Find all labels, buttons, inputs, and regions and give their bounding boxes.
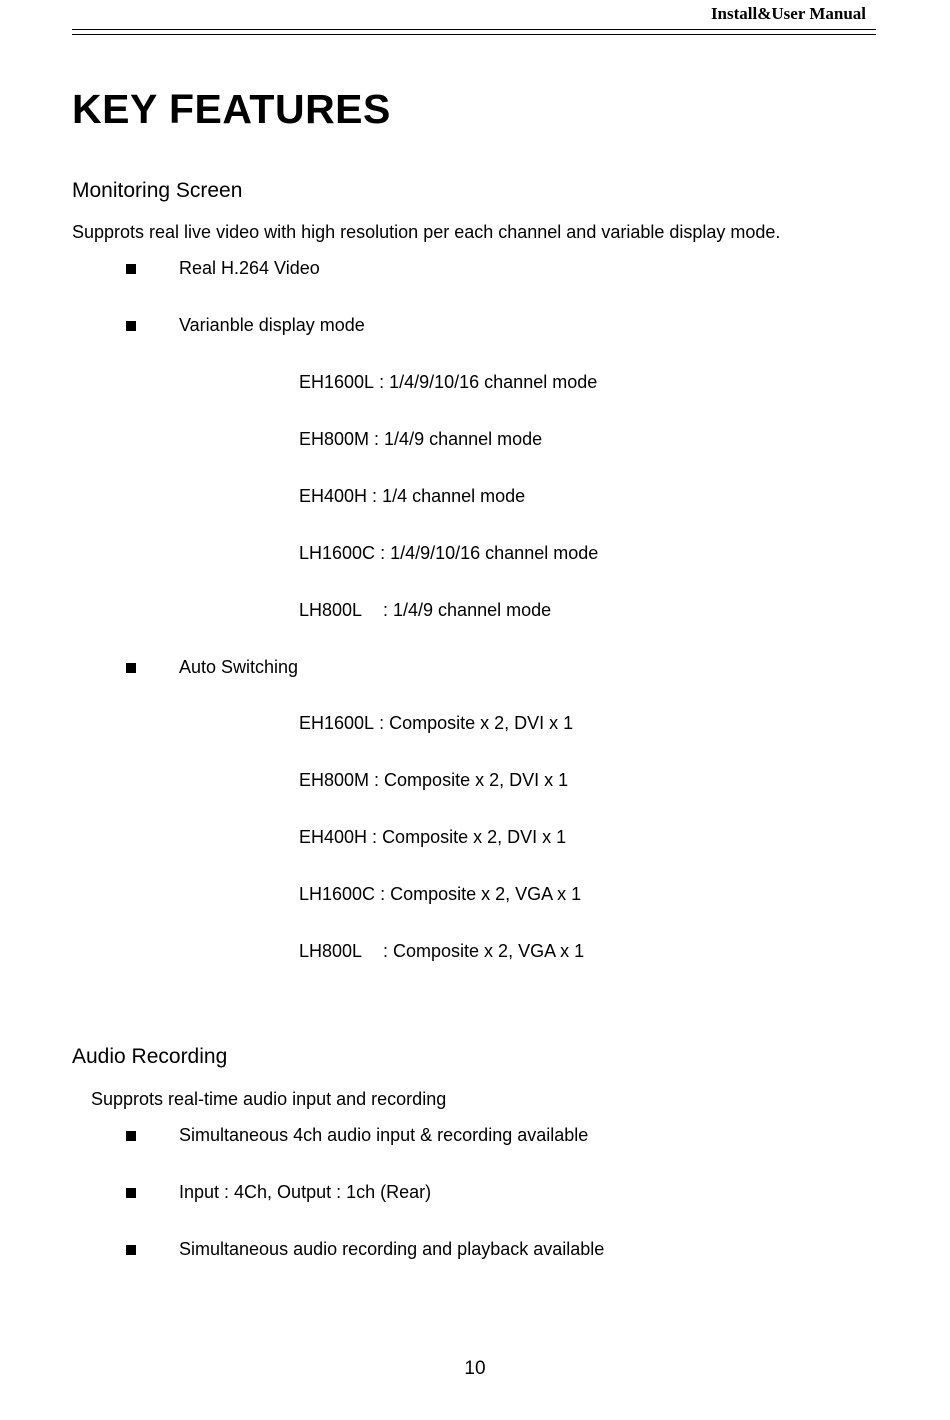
model-name: EH1600L <box>299 713 375 733</box>
square-bullet-icon <box>126 321 136 331</box>
model-name: EH1600L <box>299 372 375 392</box>
bullet-text: Real H.264 Video <box>179 258 320 278</box>
switching-line <box>299 941 584 962</box>
display-mode-line <box>299 543 598 564</box>
switching-line <box>299 713 573 734</box>
model-value: 1/4/9/10/16 channel mode <box>389 372 598 392</box>
display-mode-line <box>299 372 597 393</box>
model-name: EH800M <box>299 770 370 790</box>
page-title: KEY FEATURES <box>72 86 391 132</box>
model-name: EH400H <box>299 827 368 847</box>
model-value: 1/4 channel mode <box>382 486 526 506</box>
model-separator: : <box>383 941 394 961</box>
model-value: 1/4/9/10/16 channel mode <box>390 543 599 563</box>
model-separator: : <box>375 884 391 904</box>
model-separator: : <box>369 429 385 449</box>
model-separator: : <box>374 713 390 733</box>
square-bullet-icon <box>126 1188 136 1198</box>
switching-line <box>299 827 566 848</box>
model-name: EH400H <box>299 486 368 506</box>
model-separator: : <box>369 770 385 790</box>
header-rule <box>72 29 876 35</box>
model-value: Composite x 2, DVI x 1 <box>389 713 574 733</box>
model-value: 1/4/9 channel mode <box>384 429 543 449</box>
bullet-text: Simultaneous audio recording and playback available <box>179 1239 605 1259</box>
model-name: LH800L <box>299 600 363 620</box>
model-separator: : <box>383 600 394 620</box>
display-mode-line <box>299 429 542 450</box>
model-separator: : <box>367 486 383 506</box>
model-name: EH800M <box>299 429 370 449</box>
model-separator: : <box>367 827 383 847</box>
monitoring-description: Supprots real live video with high resolution per each channel and variable display mode. <box>72 222 781 242</box>
model-value: Composite x 2, DVI x 1 <box>384 770 569 790</box>
page-number: 10 <box>464 1358 486 1379</box>
model-value: 1/4/9 channel mode <box>393 600 552 620</box>
model-value: Composite x 2, VGA x 1 <box>390 884 582 904</box>
square-bullet-icon <box>126 1131 136 1141</box>
square-bullet-icon <box>126 264 136 274</box>
model-value: Composite x 2, DVI x 1 <box>382 827 567 847</box>
model-separator: : <box>375 543 391 563</box>
model-value: Composite x 2, VGA x 1 <box>393 941 585 961</box>
bullet-text: Varianble display mode <box>179 315 365 335</box>
model-name: LH1600C <box>299 543 376 563</box>
switching-line <box>299 884 581 905</box>
bullet-text: Auto Switching <box>179 657 299 677</box>
display-mode-line <box>299 600 551 621</box>
bullet-text: Input : 4Ch, Output : 1ch (Rear) <box>179 1182 432 1202</box>
bullet-text: Simultaneous 4ch audio input & recording available <box>179 1125 589 1145</box>
model-separator: : <box>374 372 390 392</box>
square-bullet-icon <box>126 1245 136 1255</box>
section-title-monitoring: Monitoring Screen <box>72 179 243 202</box>
switching-line <box>299 770 568 791</box>
model-name: LH800L <box>299 941 363 961</box>
audio-description: Supprots real-time audio input and recording <box>91 1089 447 1109</box>
square-bullet-icon <box>126 663 136 673</box>
model-name: LH1600C <box>299 884 376 904</box>
display-mode-line <box>299 486 525 507</box>
header-title: Install&User Manual <box>710 4 866 23</box>
section-title-audio: Audio Recording <box>72 1045 228 1068</box>
